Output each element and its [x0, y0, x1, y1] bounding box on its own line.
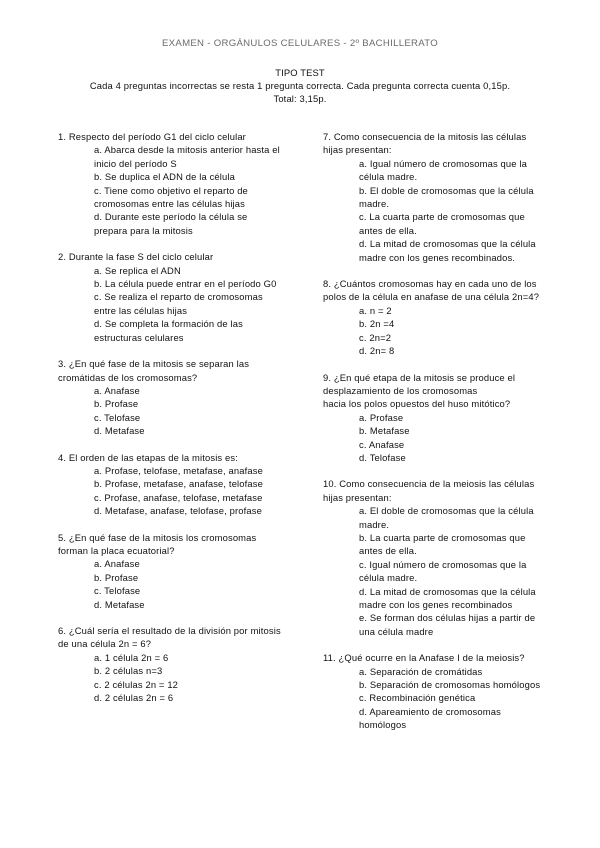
answer-option — [94, 170, 290, 183]
answer-option-text: a. 1 célula 2n = 6 — [94, 651, 169, 663]
question — [58, 357, 290, 437]
question-text: 6. ¿Cuál sería el resultado de la división por mitosis — [58, 625, 281, 636]
answer-option — [359, 611, 555, 638]
answer-option — [359, 157, 555, 184]
answer-option-text: a. Profase, telofase, metafase, anafase — [94, 464, 263, 476]
question — [58, 250, 290, 344]
answer-option-text: d. Durante este período la célula se — [94, 211, 248, 223]
answer-option-text: d. Metafase — [94, 598, 145, 610]
answer-option-text: d. Telofase — [359, 451, 406, 463]
answer-option-text: c. 2 células 2n = 12 — [94, 678, 179, 690]
answer-option — [94, 210, 290, 237]
answer-option-text: a. Se replica el ADN — [94, 264, 181, 276]
answer-option — [359, 691, 555, 704]
question-text: 5. ¿En qué fase de la mitosis los cromosomas — [58, 531, 257, 543]
answer-option — [94, 397, 290, 410]
answer-option-text: c. Profase, anafase, telofase, metafase — [94, 491, 263, 503]
answer-option-text: entre las células hijas — [94, 304, 188, 316]
answer-options — [58, 557, 290, 611]
question-text: 7. Como consecuencia de la mitosis las células — [323, 131, 527, 142]
answer-option — [94, 277, 290, 290]
answer-option — [94, 504, 290, 517]
answer-option-text: b. El doble de cromosomas que la célula — [359, 184, 534, 196]
total-score: Total: 3,15p. — [273, 93, 327, 104]
answer-option — [94, 411, 290, 424]
answer-option-text: b. 2 células n=3 — [94, 665, 163, 677]
answer-option-text: c. Tiene como objetivo el reparto de — [94, 184, 248, 196]
answer-options — [58, 264, 290, 344]
answer-option — [94, 598, 290, 611]
answer-option — [94, 651, 290, 664]
answer-option-text: una célula madre — [359, 625, 434, 637]
answer-options — [323, 504, 555, 638]
answer-option — [94, 264, 290, 277]
question-text: 8. ¿Cuántos cromosomas hay en cada uno de los — [323, 278, 537, 290]
answer-option — [359, 504, 555, 531]
answer-option-text: célula madre. — [359, 572, 418, 584]
answer-option — [359, 424, 555, 437]
answer-option — [359, 210, 555, 237]
question — [323, 651, 555, 731]
answer-option — [359, 411, 555, 424]
answer-option-text: e. Se forman dos células hijas a partir de — [359, 612, 536, 624]
answer-option — [359, 331, 555, 344]
question-text: desplazamiento de los cromosomas — [323, 384, 478, 396]
answer-option — [94, 317, 290, 344]
answer-option-text: b. Se duplica el ADN de la célula — [94, 171, 235, 183]
answer-option-text: c. Telofase — [94, 411, 141, 423]
answer-option — [359, 531, 555, 558]
answer-option-text: a. Profase — [359, 411, 404, 423]
question-text: cromátidas de los cromosomas? — [58, 371, 198, 383]
answer-option — [359, 705, 555, 732]
answer-option — [359, 585, 555, 612]
answer-options — [58, 384, 290, 438]
question-text: forman la placa ecuatorial? — [58, 544, 175, 556]
answer-option-text: b. Metafase — [359, 425, 410, 437]
question-text: 2. Durante la fase S del ciclo celular — [58, 251, 214, 263]
answer-options — [58, 464, 290, 518]
answer-option-text: c. La cuarta parte de cromosomas que — [359, 211, 525, 223]
answer-option-text: d. Se completa la formación de las — [94, 318, 243, 330]
question — [323, 277, 555, 357]
answer-option — [94, 664, 290, 677]
right-column — [323, 130, 555, 745]
answer-option — [94, 584, 290, 597]
answer-option-text: c. Igual número de cromosomas que la — [359, 558, 527, 570]
answer-option-text: madre. — [359, 198, 390, 210]
question-text: 3. ¿En qué fase de la mitosis se separan las — [58, 358, 250, 370]
answer-option — [359, 344, 555, 357]
answer-option-text: b. Profase — [94, 398, 139, 410]
answer-option-text: a. Anafase — [94, 558, 140, 570]
answer-option-text: d. Metafase, anafase, telofase, profase — [94, 505, 262, 517]
answer-option-text: antes de ella. — [359, 224, 417, 236]
answer-option — [94, 290, 290, 317]
answer-option — [359, 438, 555, 451]
question — [58, 624, 290, 704]
answer-option-text: a. n = 2 — [359, 304, 392, 316]
answer-option-text: a. Anafase — [94, 384, 140, 396]
answer-options — [323, 157, 555, 264]
answer-option-text: a. Abarca desde la mitosis anterior hasta el — [94, 144, 280, 156]
answer-option — [94, 143, 290, 170]
answer-option-text: cromosomas entre las células hijas — [94, 198, 245, 210]
answer-option — [359, 558, 555, 585]
answer-option-text: antes de ella. — [359, 545, 417, 557]
answer-option — [94, 491, 290, 504]
question-text: hijas presentan: — [323, 144, 392, 156]
answer-option-text: b. Profase, metafase, anafase, telofase — [94, 478, 263, 490]
answer-option — [94, 571, 290, 584]
answer-option-text: madre. — [359, 518, 390, 530]
answer-option-text: a. Igual número de cromosomas que la — [359, 157, 527, 169]
answer-options — [323, 304, 555, 358]
question-text: 10. Como consecuencia de la meiosis las células — [323, 478, 535, 490]
answer-options — [58, 651, 290, 705]
answer-option-text: c. Recombinación genética — [359, 692, 476, 704]
answer-option — [94, 691, 290, 704]
exam-header — [0, 66, 600, 105]
answer-option-text: a. Separación de cromátidas — [359, 665, 483, 677]
answer-option — [94, 384, 290, 397]
answer-options — [323, 411, 555, 465]
answer-option — [94, 477, 290, 490]
answer-option-text: b. 2n =4 — [359, 318, 395, 330]
answer-option-text: madre con los genes recombinados. — [359, 251, 516, 263]
exam-title: EXAMEN - ORGÁNULOS CELULARES - 2º BACHILLERATO — [161, 38, 439, 49]
test-type: TIPO TEST — [275, 67, 325, 78]
answer-option — [359, 665, 555, 678]
answer-option-text: b. Separación de cromosomas homólogos — [359, 679, 541, 691]
left-column — [58, 130, 290, 717]
answer-option — [94, 557, 290, 570]
answer-option-text: d. Apareamiento de cromosomas — [359, 705, 501, 717]
answer-option-text: célula madre. — [359, 171, 418, 183]
answer-option-text: b. La cuarta parte de cromosomas que — [359, 531, 526, 543]
question-text: de una célula 2n = 6? — [58, 638, 152, 650]
answer-option-text: c. Anafase — [359, 438, 405, 450]
answer-option-text: homólogos — [359, 719, 407, 731]
answer-option — [359, 317, 555, 330]
scoring-rules: Cada 4 preguntas incorrectas se resta 1 pregunta correcta. Cada pregunta correcta cuenta 0,15p. — [89, 80, 511, 91]
answer-option-text: b. La célula puede entrar en el período G0 — [94, 278, 277, 290]
answer-option — [359, 678, 555, 691]
answer-option-text: d. La mitad de cromosomas que la célula — [359, 238, 536, 250]
question-text: 4. El orden de las etapas de la mitosis es: — [58, 451, 238, 463]
answer-option-text: d. La mitad de cromosomas que la célula — [359, 585, 536, 597]
answer-option — [359, 304, 555, 317]
answer-option-text: b. Profase — [94, 571, 139, 583]
answer-option — [94, 678, 290, 691]
answer-option-text: a. El doble de cromosomas que la célula — [359, 505, 534, 517]
question — [323, 477, 555, 638]
question-text: 9. ¿En qué etapa de la mitosis se produce el — [323, 371, 516, 383]
question-text: hacia los polos opuestos del huso mitótico? — [323, 398, 511, 410]
question — [323, 130, 555, 264]
answer-options — [58, 143, 290, 237]
answer-option-text: c. 2n=2 — [359, 331, 392, 343]
answer-option-text: inicio del período S — [94, 157, 177, 169]
answer-option-text: c. Se realiza el reparto de cromosomas — [94, 291, 263, 303]
answer-option — [359, 184, 555, 211]
answer-option-text: prepara para la mitosis — [94, 224, 193, 236]
answer-option-text: d. Metafase — [94, 425, 145, 437]
answer-option — [94, 464, 290, 477]
answer-option — [359, 451, 555, 464]
answer-option-text: madre con los genes recombinados — [359, 599, 513, 610]
question-text: hijas presentan: — [323, 491, 392, 503]
answer-option-text: estructuras celulares — [94, 331, 184, 343]
question — [58, 451, 290, 518]
question-text: 1. Respecto del período G1 del ciclo celular — [58, 131, 246, 142]
question — [323, 371, 555, 465]
answer-option-text: c. Telofase — [94, 585, 141, 597]
question — [58, 130, 290, 237]
answer-option — [94, 184, 290, 211]
answer-options — [323, 665, 555, 732]
answer-option — [359, 237, 555, 264]
question-text: 11. ¿Qué ocurre en la Anafase I de la meiosis? — [323, 652, 525, 664]
question-text: polos de la célula en anafase de una célula 2n=4? — [323, 291, 540, 303]
answer-option-text: d. 2 células 2n = 6 — [94, 692, 174, 704]
answer-option-text: d. 2n= 8 — [359, 345, 395, 357]
answer-option — [94, 424, 290, 437]
question — [58, 531, 290, 611]
